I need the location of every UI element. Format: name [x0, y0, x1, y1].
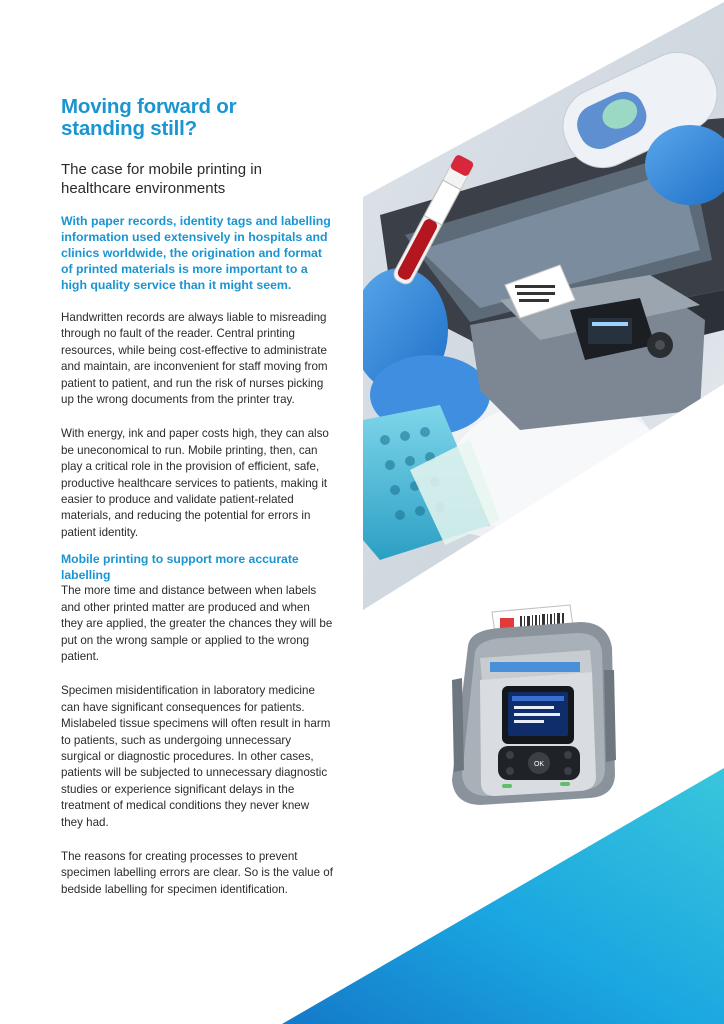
svg-text:OK: OK — [533, 761, 545, 768]
page-subtitle — [61, 160, 333, 198]
section-heading: Mobile printing to support more accurate labelling — [61, 552, 299, 583]
title-line-1: Moving forward or — [61, 95, 237, 118]
body-paragraph-3: The more time and distance between when labels and other printed matter are produced and when they are applied, the greater the chances they will be put on the wrong sample or applied to the wrong patient. — [61, 584, 333, 663]
subtitle-line-2: healthcare environments — [61, 180, 226, 197]
article-column — [61, 96, 333, 898]
body-paragraph-4: Specimen misidentification in laboratory medicine can have significant consequences for patients. Mislabeled tissue specimens will often result in harm to patients, such as undergoing unnecessary surgical or diagnostic procedures. In other cases, patients will be subjected to unnecessary diagnostic studies or experience significant delays in the treatment of medical conditions they never knew they had. — [61, 684, 331, 829]
subtitle-line-1: The case for mobile printing in — [61, 161, 262, 178]
lead-paragraph: With paper records, identity tags and labelling information used extensively in hospitals and clinics worldwide, the origination and format of printed materials is more important to a high quality service than it might seem. — [61, 214, 331, 292]
body-paragraph-5: The reasons for creating processes to prevent specimen labelling errors are clear. So is the value of bedside labelling for specimen identification. — [61, 849, 333, 896]
title-line-2: standing still? — [61, 117, 197, 140]
page-title — [61, 96, 333, 140]
body-paragraph-1: Handwritten records are always liable to misreading through no fault of the reader. Central printing resources, while being cost-effective to administrate and maintain, are inconvenient for staff moving from patient to patient, and run the risk of nurses picking up the wrong documents from the printer tray. — [61, 311, 328, 407]
mobile-printer-image — [440, 600, 620, 820]
body-paragraph-2: With energy, ink and paper costs high, they can also be uneconomical to run. Mobile printing, then, can play a critical role in the provision of efficient, safe, productive healthcare services to patients, making it easier to produce and validate patient-related materials, and reducing the potential for errors in patient identity. — [61, 427, 329, 539]
